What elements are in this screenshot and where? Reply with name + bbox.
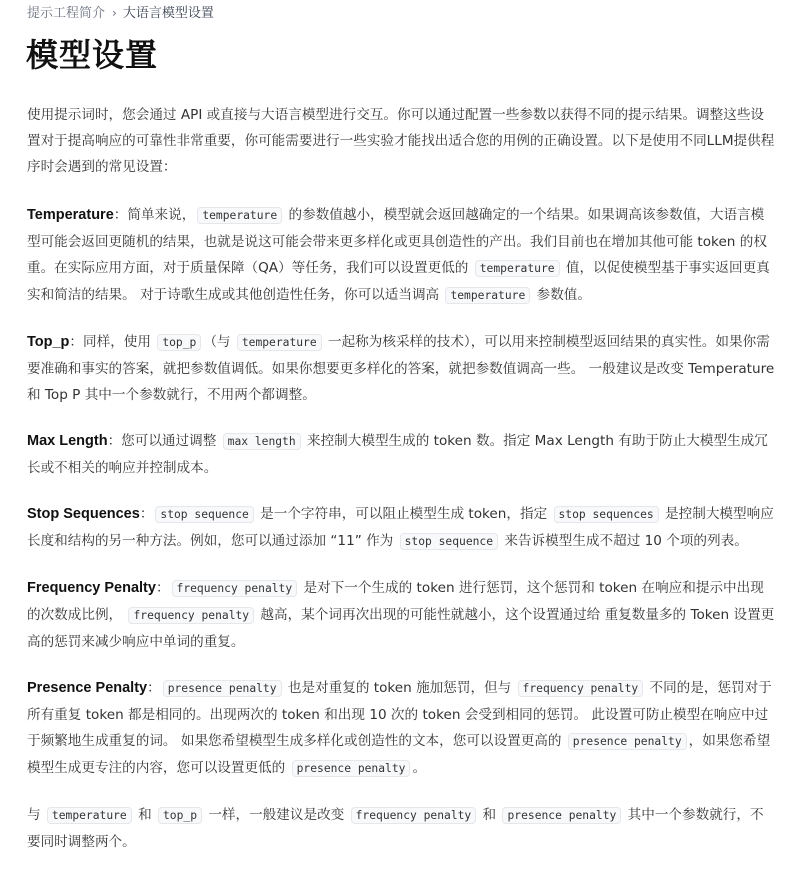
inline-code: temperature (237, 334, 322, 351)
text-span: 越高，某个词再次出现的可能性就越小，这个设置通过给 重复数量多的 Token 设置更高的惩罚来减少响应中单词的重复。 (27, 607, 775, 650)
inline-code: top_p (157, 334, 201, 351)
text-span: 也是对重复的 token 施加惩罚，但与 (283, 680, 516, 696)
article-body (27, 102, 777, 875)
closing-paragraph (27, 802, 777, 855)
text-span: 其中一个参数就行，不要同时调整两个。 (27, 807, 764, 850)
text-span: 和 (478, 807, 501, 823)
text-span: ： (147, 680, 161, 696)
inline-code: top_p (158, 807, 202, 824)
inline-code: presence penalty (502, 807, 621, 824)
text-span: 一样，一般建议是改变 (204, 807, 349, 823)
inline-code: frequency penalty (351, 807, 477, 824)
inline-code: presence penalty (568, 733, 687, 750)
presence-penalty-paragraph (27, 675, 777, 782)
text-span: 来控制大模型生成的 token 数。指定 Max Length 有助于防止大模型生成冗长或不相关的响应并控制成本。 (27, 433, 768, 476)
page-title: 模型设置 (26, 36, 159, 74)
text-span: ： (139, 506, 154, 522)
top-p-paragraph (27, 329, 777, 408)
inline-code: stop sequence (155, 506, 253, 523)
inline-code: stop sequence (400, 533, 498, 550)
text-span: （与 (203, 334, 235, 350)
text-span: ：同样，使用 (69, 334, 156, 350)
text-span: 参数值。 (532, 287, 591, 303)
text-span: ：简单来说， (113, 207, 196, 223)
stop-sequences-term: Stop Sequences (27, 506, 140, 522)
text-span: ：您可以通过调整 (107, 433, 221, 449)
inline-code: temperature (197, 207, 282, 224)
breadcrumb-parent-link[interactable]: 提示工程简介 (27, 6, 106, 21)
stop-sequences-paragraph (27, 501, 777, 555)
inline-code: max length (223, 433, 301, 450)
text-span: ： (155, 580, 170, 596)
inline-code: temperature (475, 260, 560, 277)
temperature-paragraph (27, 202, 777, 309)
max-length-term: Max Length (27, 433, 108, 449)
inline-code: frequency penalty (518, 680, 644, 697)
inline-code: temperature (445, 287, 530, 304)
text-span: 是控制大模型响应长度和结构的另一种方法。例如，您可以通过添加 “11” 作为 (27, 506, 774, 549)
text-span: 值，以促使模型基于事实返回更真实和简洁的结果。 对于诗歌生成或其他创造性任务，你可以适当调高 (27, 260, 770, 303)
breadcrumb-current: 大语言模型设置 (122, 6, 214, 21)
inline-code: presence penalty (163, 680, 282, 697)
max-length-paragraph (27, 428, 777, 481)
inline-code: temperature (47, 807, 132, 824)
text-span: 是一个字符串，可以阻止模型生成 token，指定 (255, 506, 552, 522)
text-span: 来告诉模型生成不超过 10 个项的列表。 (500, 533, 748, 549)
breadcrumb (27, 4, 214, 23)
text-span: 。 (412, 760, 427, 776)
text-span: 的参数值越小，模型就会返回越确定的一个结果。如果调高该参数值，大语言模型可能会返回更随机的结果，也就是说这可能会带来更多样化或更具创造性的产出。我们目前也在增加其他可能 token 的权重。在实际应用方面，对于质量保障（QA）等任务，我们可以设置更低的 (27, 207, 767, 276)
text-span: 与 (27, 807, 45, 823)
chevron-right-icon: › (112, 6, 117, 20)
temperature-term: Temperature (27, 207, 114, 223)
text-span: 不同的是，惩罚对于所有重复 token 都是相同的。出现两次的 token 和出现 10 次的 token 会受到相同的惩罚。 此设置可防止模型在响应中过于频繁地生成重复的词。 如果您希望模型生成多样化或创造性的文本，您可以设置更高的 (27, 680, 772, 749)
presence-penalty-term: Presence Penalty (27, 680, 148, 696)
frequency-penalty-term: Frequency Penalty (27, 580, 156, 596)
inline-code: stop sequences (554, 506, 659, 523)
top-p-term: Top_p (27, 334, 70, 350)
text-span: ，如果您希望模型生成更专注的内容，您可以设置更低的 (27, 733, 771, 776)
text-span: 和 (133, 807, 156, 823)
frequency-penalty-paragraph (27, 575, 777, 655)
inline-code: frequency penalty (172, 580, 298, 597)
inline-code: presence penalty (292, 760, 411, 777)
inline-code: frequency penalty (128, 607, 254, 624)
intro-paragraph: 使用提示词时，您会通过 API 或直接与大语言模型进行交互。你可以通过配置一些参数以获得不同的提示结果。调整这些设置对于提高响应的可靠性非常重要，你可能需要进行一些实验才能找出适合您的用例的正确设置。以下是使用不同LLM提供程序时会遇到的常见设置： (27, 107, 775, 175)
text-span: 是对下一个生成的 token 进行惩罚，这个惩罚和 token 在响应和提示中出现的次数成比例， (27, 580, 764, 623)
text-span: 一起称为核采样的技术），可以用来控制模型返回结果的真实性。如果你需要准确和事实的答案，就把参数值调低。如果你想要更多样化的答案，就把参数值调高一些。 一般建议是改变 Temperature 和 Top P 其中一个参数就行，不用两个都调整。 (27, 334, 775, 403)
